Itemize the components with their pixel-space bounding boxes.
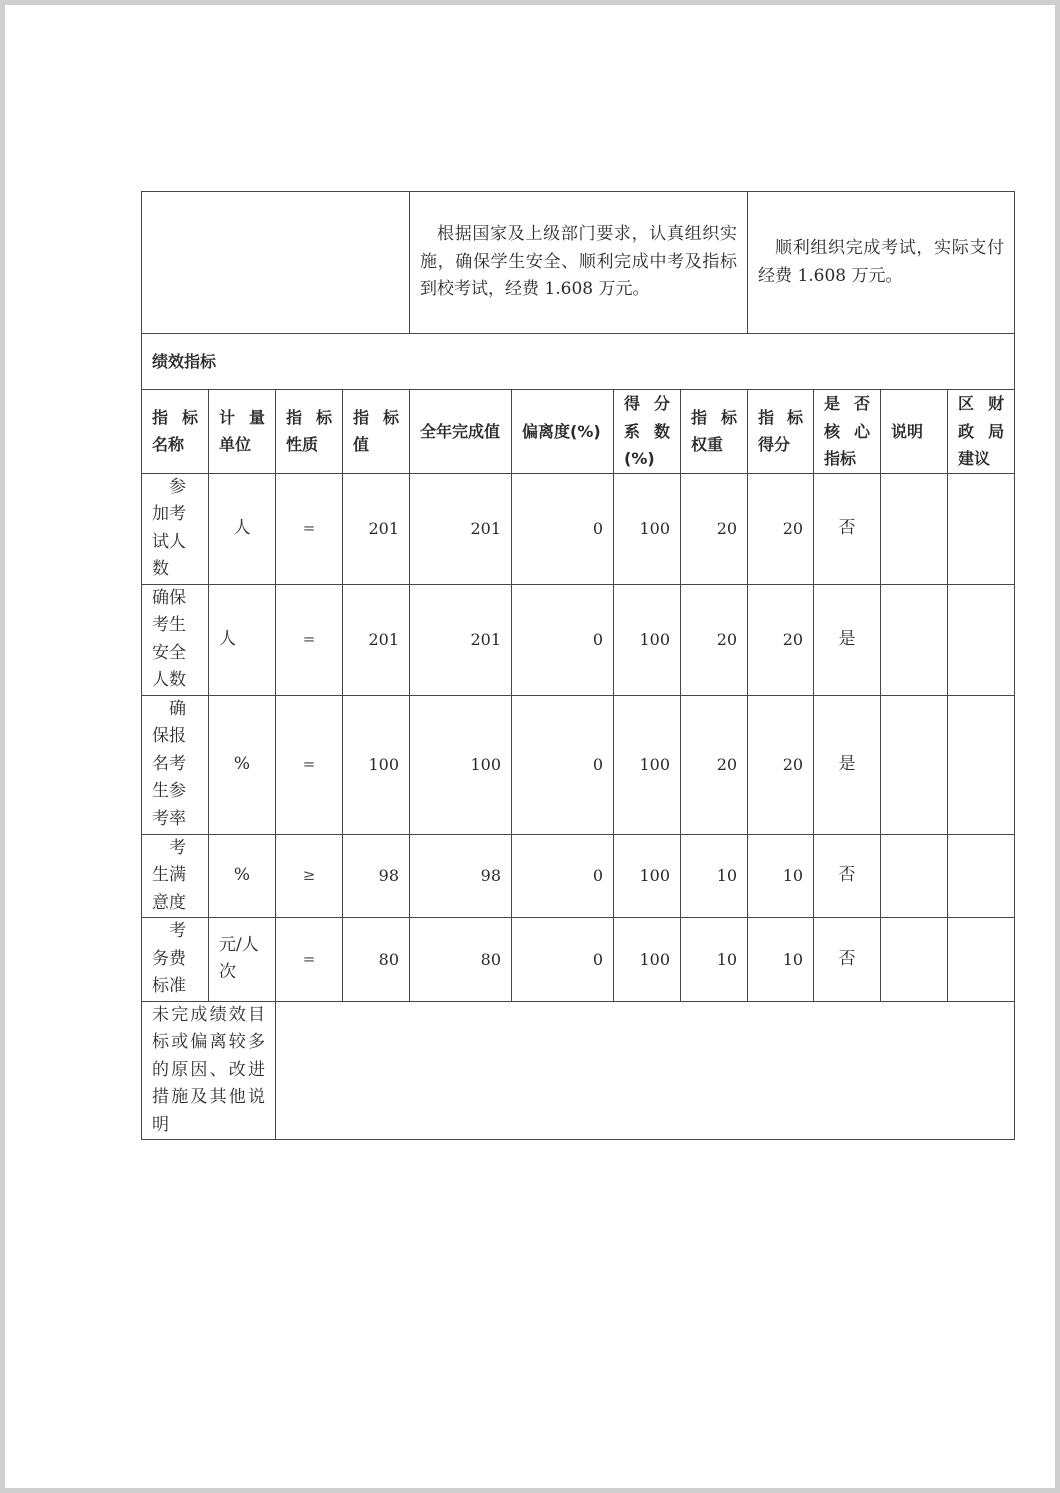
indicator-name: 考务费标准 [142,918,209,1002]
indicator-name: 确保报名考生参考率 [142,695,209,834]
header-nature: 指标性质 [276,390,343,474]
indicator-unit: 人 [209,584,276,695]
indicator-nature: = [276,473,343,584]
indicator-bureau-advice [948,695,1015,834]
header-weight: 指标权重 [681,390,748,474]
indicator-score-coefficient: 100 [614,695,681,834]
indicator-bureau-advice [948,834,1015,918]
indicator-nature: = [276,695,343,834]
indicator-target-value: 80 [343,918,410,1002]
indicator-deviation: 0 [512,918,614,1002]
indicator-deviation: 0 [512,834,614,918]
indicator-score-coefficient: 100 [614,584,681,695]
indicator-actual-value: 201 [410,584,512,695]
header-is-core: 是否核心指标 [814,390,881,474]
indicator-score-coefficient: 100 [614,473,681,584]
indicator-row [142,473,1015,584]
indicator-is-core: 是 [814,584,881,695]
indicator-is-core: 否 [814,473,881,584]
indicator-unit: % [209,834,276,918]
header-note: 说明 [881,390,948,474]
header-score-coefficient: 得分系数(%) [614,390,681,474]
shortfall-explanation-label: 未完成绩效目标或偏离较多的原因、改进措施及其他说明 [142,1001,276,1140]
indicator-target-value: 201 [343,473,410,584]
indicator-target-value: 100 [343,695,410,834]
actual-result-text: 顺利组织完成考试，实际支付经费 1.608 万元。 [748,192,1015,334]
header-score: 指标得分 [748,390,814,474]
indicator-score: 20 [748,695,814,834]
indicator-row [142,695,1015,834]
summary-blank-cell [142,192,410,334]
indicator-score: 10 [748,918,814,1002]
indicator-note [881,918,948,1002]
indicator-nature: ≥ [276,834,343,918]
performance-table [141,191,1015,1140]
indicator-nature: = [276,584,343,695]
indicator-score-coefficient: 100 [614,834,681,918]
indicator-nature: = [276,918,343,1002]
document-page [5,5,1055,1488]
indicator-score-coefficient: 100 [614,918,681,1002]
indicator-row [142,834,1015,918]
indicator-bureau-advice [948,473,1015,584]
indicator-note [881,834,948,918]
indicator-is-core: 否 [814,834,881,918]
shortfall-explanation-content [276,1001,1015,1140]
indicator-target-value: 201 [343,584,410,695]
section-row [142,334,1015,390]
indicator-name: 考生满意度 [142,834,209,918]
header-unit: 计量单位 [209,390,276,474]
indicator-score: 10 [748,834,814,918]
indicator-unit: % [209,695,276,834]
header-bureau-advice: 区财政局建议 [948,390,1015,474]
indicator-weight: 10 [681,918,748,1002]
indicator-deviation: 0 [512,695,614,834]
indicator-weight: 20 [681,584,748,695]
summary-row [142,192,1015,334]
indicator-note [881,473,948,584]
indicator-is-core: 是 [814,695,881,834]
header-deviation: 偏离度(%) [512,390,614,474]
shortfall-explanation-row [142,1001,1015,1140]
header-indicator-name: 指标名称 [142,390,209,474]
indicator-score: 20 [748,584,814,695]
indicator-deviation: 0 [512,473,614,584]
indicator-actual-value: 100 [410,695,512,834]
indicator-bureau-advice [948,918,1015,1002]
indicator-deviation: 0 [512,584,614,695]
indicator-weight: 10 [681,834,748,918]
performance-goal-text: 根据国家及上级部门要求，认真组织实施，确保学生安全、顺利完成中考及指标到校考试，经费 1.608 万元。 [410,192,748,334]
indicator-unit: 元/人次 [209,918,276,1002]
indicator-row [142,918,1015,1002]
indicator-note [881,584,948,695]
section-title: 绩效指标 [142,334,1015,390]
indicator-weight: 20 [681,473,748,584]
indicator-target-value: 98 [343,834,410,918]
header-row [142,390,1015,474]
indicator-actual-value: 201 [410,473,512,584]
indicator-actual-value: 80 [410,918,512,1002]
indicator-actual-value: 98 [410,834,512,918]
indicator-weight: 20 [681,695,748,834]
indicator-note [881,695,948,834]
indicator-score: 20 [748,473,814,584]
indicator-bureau-advice [948,584,1015,695]
header-target-value: 指标值 [343,390,410,474]
indicator-name: 确保考生安全人数 [142,584,209,695]
indicator-name: 参加考试人数 [142,473,209,584]
indicator-unit: 人 [209,473,276,584]
indicator-row [142,584,1015,695]
indicator-is-core: 否 [814,918,881,1002]
header-actual-value: 全年完成值 [410,390,512,474]
